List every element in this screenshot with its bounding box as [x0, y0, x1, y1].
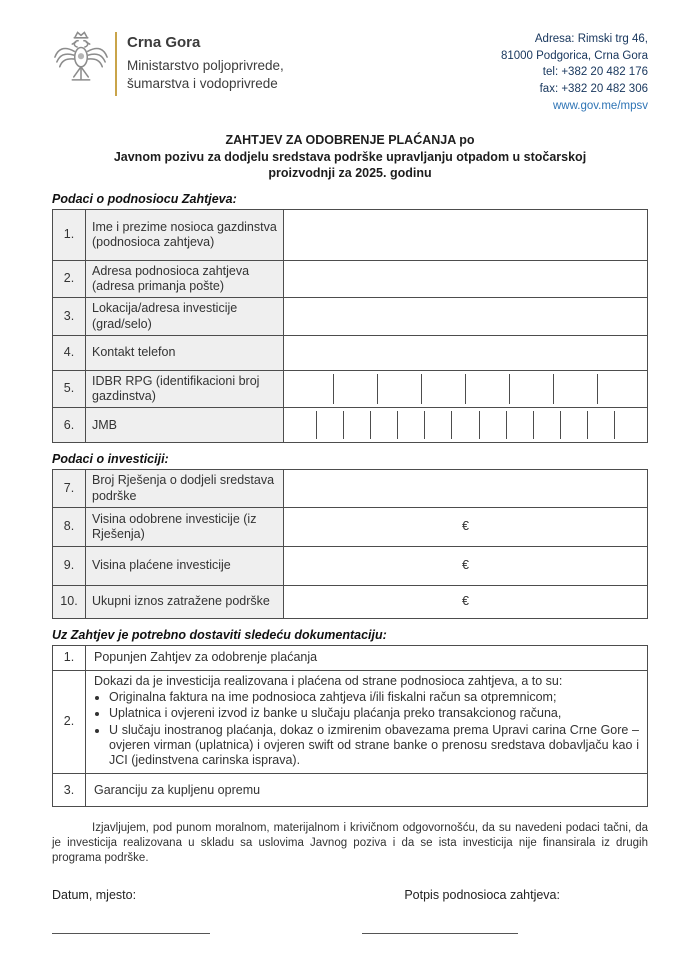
- phone-line: tel: +382 20 482 176: [542, 66, 648, 79]
- digit-box: [553, 374, 597, 405]
- row-number: 3.: [53, 774, 86, 807]
- date-place-label: Datum, mjesto:: [52, 888, 137, 903]
- date-place-signature-line: [52, 932, 210, 934]
- row-number: 6.: [53, 408, 86, 443]
- ministry-name-line2: šumarstva i vodoprivrede: [127, 76, 278, 91]
- ministry-name-block: [127, 34, 284, 92]
- applicant-table: [52, 209, 648, 444]
- row-text: [86, 670, 648, 774]
- row-number: 2.: [53, 260, 86, 298]
- letterhead: [52, 28, 648, 114]
- row-value-euro: €: [284, 585, 648, 618]
- table-row: [53, 670, 648, 774]
- digit-box: [597, 374, 641, 405]
- signature-lines: [52, 932, 648, 934]
- ministry-brand: [52, 28, 284, 99]
- table-row: [53, 645, 648, 670]
- section-heading-applicant: Podaci o podnosiocu Zahtjeva:: [52, 191, 237, 206]
- form-title-line2: Javnom pozivu za dodjelu sredstava podrške upravljanju otpadom u stočarskoj: [113, 149, 587, 164]
- digit-box: [377, 374, 421, 405]
- documentation-table: [52, 645, 648, 808]
- row-value-field: [284, 335, 648, 370]
- table-row: [53, 470, 648, 508]
- row-number: 2.: [53, 670, 86, 774]
- table-row: [53, 335, 648, 370]
- digit-box: [560, 411, 587, 439]
- digit-box: [587, 411, 614, 439]
- table-row: [53, 507, 648, 546]
- row-label: Kontakt telefon: [86, 335, 284, 370]
- table-row: [53, 209, 648, 260]
- evidence-intro: Dokazi da je investicija realizovana i plaćena od strane podnosioca zahtjeva, a to su:: [94, 673, 563, 688]
- contact-block: [501, 28, 648, 114]
- row-label: IDBR RPG (identifikacioni broj gazdinstva): [86, 370, 284, 408]
- digit-box: [614, 411, 641, 439]
- table-row: [53, 370, 648, 408]
- row-number: 4.: [53, 335, 86, 370]
- form-title-line3: proizvodnji za 2025. godinu: [268, 166, 432, 181]
- digit-box: [451, 411, 478, 439]
- montenegro-coat-of-arms-icon: [52, 28, 110, 99]
- row-label: Adresa podnosioca zahtjeva (adresa primanja pošte): [86, 260, 284, 298]
- row-value-field: [284, 260, 648, 298]
- row-value-euro: €: [284, 507, 648, 546]
- signature-label: Potpis podnosioca zahtjeva:: [404, 888, 560, 903]
- investment-table: [52, 469, 648, 619]
- row-label: Ukupni iznos zatražene podrške: [86, 585, 284, 618]
- digit-box: [533, 411, 560, 439]
- table-row: [53, 260, 648, 298]
- row-value-field: [284, 470, 648, 508]
- digit-box: [316, 411, 343, 439]
- evidence-item: • Originalna faktura na ime podnosioca zahtjeva i/ili fiskalni račun sa otpremnicom;: [109, 690, 639, 705]
- digit-box: [465, 374, 509, 405]
- table-row: [53, 298, 648, 336]
- address-line-street: Adresa: Rimski trg 46,: [534, 33, 648, 45]
- section-heading-investment: Podaci o investiciji:: [52, 452, 169, 467]
- digit-box: [343, 411, 370, 439]
- address-line-city: 81000 Podgorica, Crna Gora: [500, 49, 648, 62]
- row-label: Broj Rješenja o dodjeli sredstava podrške: [86, 470, 284, 508]
- table-row: [53, 774, 648, 807]
- digit-box: [479, 411, 506, 439]
- digit-box: [397, 411, 424, 439]
- digit-box: [290, 411, 316, 439]
- website-link[interactable]: www.gov.me/mpsv: [552, 99, 648, 112]
- ministry-name-line1: Ministarstvo poljoprivrede,: [127, 58, 284, 74]
- evidence-item: • Uplatnica i ovjereni izvod iz banke u slučaju plaćanja preko transakcionog računa,: [109, 706, 639, 721]
- digit-box-strip: [290, 411, 641, 439]
- evidence-list: [94, 690, 639, 768]
- country-name: Crna Gora: [127, 34, 201, 52]
- applicant-signature-line: [362, 932, 518, 934]
- row-number: 5.: [53, 370, 86, 408]
- digit-box: [370, 411, 397, 439]
- digit-box-strip: [290, 374, 641, 405]
- form-title-line1: ZAHTJEV ZA ODOBRENJE PLAĆANJA po: [225, 133, 475, 148]
- row-number: 3.: [53, 298, 86, 336]
- digit-box: [506, 411, 533, 439]
- row-label: Visina odobrene investicije (iz Rješenja): [86, 507, 284, 546]
- row-value-euro: €: [284, 546, 648, 585]
- row-number: 7.: [53, 470, 86, 508]
- fax-line: fax: +382 20 482 306: [539, 83, 648, 96]
- gold-divider: [115, 32, 117, 96]
- table-row: [53, 546, 648, 585]
- row-number: 8.: [53, 507, 86, 546]
- row-number: 9.: [53, 546, 86, 585]
- digit-box: [421, 374, 465, 405]
- digit-box: [509, 374, 553, 405]
- row-number: 10.: [53, 585, 86, 618]
- row-value-field: [284, 209, 648, 260]
- idbr-digit-boxes: [284, 370, 648, 408]
- form-title: [52, 132, 648, 182]
- row-label: Lokacija/adresa investicije (grad/selo): [86, 298, 284, 336]
- row-text: Popunjen Zahtjev za odobrenje plaćanja: [86, 645, 648, 670]
- footer-labels: [52, 888, 648, 902]
- row-label: Ime i prezime nosioca gazdinstva (podnosioca zahtjeva): [86, 209, 284, 260]
- jmb-digit-boxes: [284, 408, 648, 443]
- digit-box: [290, 374, 333, 405]
- digit-box: [424, 411, 451, 439]
- section-heading-documentation: Uz Zahtjev je potrebno dostaviti sledeću dokumentaciju:: [52, 627, 387, 642]
- table-row: [53, 585, 648, 618]
- row-label: Visina plaćene investicije: [86, 546, 284, 585]
- row-number: 1.: [53, 209, 86, 260]
- row-text: Garanciju za kupljenu opremu: [86, 774, 648, 807]
- row-label: JMB: [86, 408, 284, 443]
- digit-box: [333, 374, 377, 405]
- table-row: [53, 408, 648, 443]
- declaration-paragraph: Izjavljujem, pod punom moralnom, materijalnom i krivičnom odgovornošću, da su navedeni podaci tačni, da je investicija realizovana u skladu sa uslovima Javnog poziva i da se ista investicija nije finansirala iz drugih programa podrške.: [52, 822, 648, 865]
- row-number: 1.: [53, 645, 86, 670]
- evidence-item: • U slučaju inostranog plaćanja, dokaz o izmirenim obavezama prema Upravi carina Crne Gore – ovjeren virman (uplatnica) i ovjeren swift od strane banke o prenosu sredstava dobavljaču kao i JCI (jedinstvena carinska isprava).: [109, 723, 639, 769]
- row-value-field: [284, 298, 648, 336]
